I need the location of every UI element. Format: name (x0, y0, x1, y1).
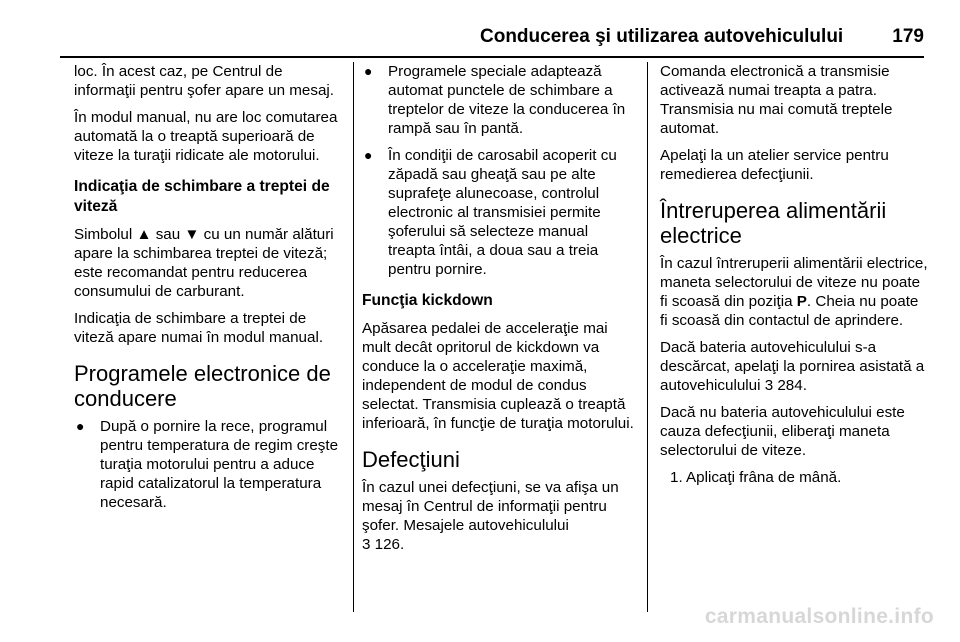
bullet-icon: ● (76, 418, 85, 434)
column-3 (660, 62, 930, 495)
list-item (74, 417, 342, 512)
paragraph: Comanda electronică a transmisie activează numai treapta a patra. Transmisia nu mai comută treptele automat. (660, 63, 893, 137)
paragraph: Apăsarea pedalei de acceleraţie mai mult decât opritorul de kickdown va conduce la o acceleraţie maximă, independent de modul de condus selectat. Transmisia cuplează o treaptă inferioară, în funcţie de turaţia motorului. (362, 320, 634, 432)
list-item-text: În condiţii de carosabil acoperit cu zăpadă sau gheaţă sau pe alte suprafeţe alunecoase, controlul electronic al transmisiei permite şoferului să selecteze manual treapta întâi, a doua sau a treia pentru pornire. (388, 147, 617, 278)
column-2 (362, 62, 634, 562)
paragraph: Dacă bateria autovehiculului s-a descărcat, apelaţi la pornirea asistată a autovehiculului 3 284. (660, 339, 925, 394)
paragraph: Dacă nu bateria autovehiculului este cauza defecţiunii, eliberaţi maneta selectorului de viteze. (660, 404, 905, 459)
page-number: 179 (892, 26, 924, 47)
numbered-step (670, 468, 930, 487)
column-divider-2 (647, 62, 648, 612)
page-header (480, 26, 924, 56)
section-heading-power-interruption: Întreruperea alimentării electrice (660, 198, 887, 248)
faults-text: În cazul unei defecţiuni, se va afişa un mesaj în Centrul de informaţii pentru şofer. Mesajele autovehiculului (362, 479, 619, 534)
watermark: carmanualsonline.info (704, 605, 934, 628)
page-reference-link[interactable]: 3 126. (362, 536, 405, 553)
list-item (362, 62, 634, 138)
bullet-icon: ● (364, 147, 373, 163)
paragraph: În modul manual, nu are loc comutarea automată la o treaptă superioară de viteze la turaţii ridicate ale motorului. (74, 109, 338, 164)
bullet-icon: ● (364, 63, 373, 79)
paragraph: Simbolul ▲ sau ▼ cu un număr alături apare la schimbarea treptei de viteză; este recomandat pentru reducerea consumului de carburant. (74, 226, 334, 300)
paragraph: loc. În acest caz, pe Centrul de informaţii pentru şofer apare un mesaj. (74, 63, 335, 99)
section-heading-driving-programs: Programele electronice de conducere (74, 361, 331, 411)
step-text: Aplicaţi frâna de mână. (686, 469, 842, 486)
section-heading-faults: Defecţiuni (362, 447, 460, 472)
paragraph: Indicaţia de schimbare a treptei de viteză apare numai în modul manual. (74, 310, 324, 346)
paragraph: Apelaţi la un atelier service pentru remedierea defecţiunii. (660, 147, 889, 183)
list-item-text: După o pornire la rece, programul pentru temperatura de regim creşte turaţia motorului pentru a aduce rapid catalizatorul la temperatura necesară. (100, 418, 339, 511)
section-heading-kickdown: Funcţia kickdown (362, 292, 493, 309)
step-number: 1. (670, 469, 683, 486)
column-divider-1 (353, 62, 354, 612)
list-item-text: Programele speciale adaptează automat punctele de schimbare a treptelor de viteze la conducerea în rampă sau în pantă. (388, 63, 626, 137)
paragraph-text: În cazul întreruperii alimentării electrice, maneta selectorului de viteze nu poate fi scoasă din poziţia (660, 255, 928, 310)
header-title: Conducerea şi utilizarea autovehiculului (480, 26, 844, 47)
list-item (362, 146, 634, 279)
column-1 (74, 62, 342, 520)
section-heading-gear-indicator: Indicaţia de schimbare a treptei de viteză (74, 178, 330, 215)
paragraph (362, 478, 634, 554)
gear-position-p: P (796, 293, 807, 310)
paragraph (660, 254, 930, 330)
header-rule (60, 56, 924, 58)
paragraph-text: . Cheia nu poate fi scoasă din contactul de aprindere. (660, 293, 919, 329)
